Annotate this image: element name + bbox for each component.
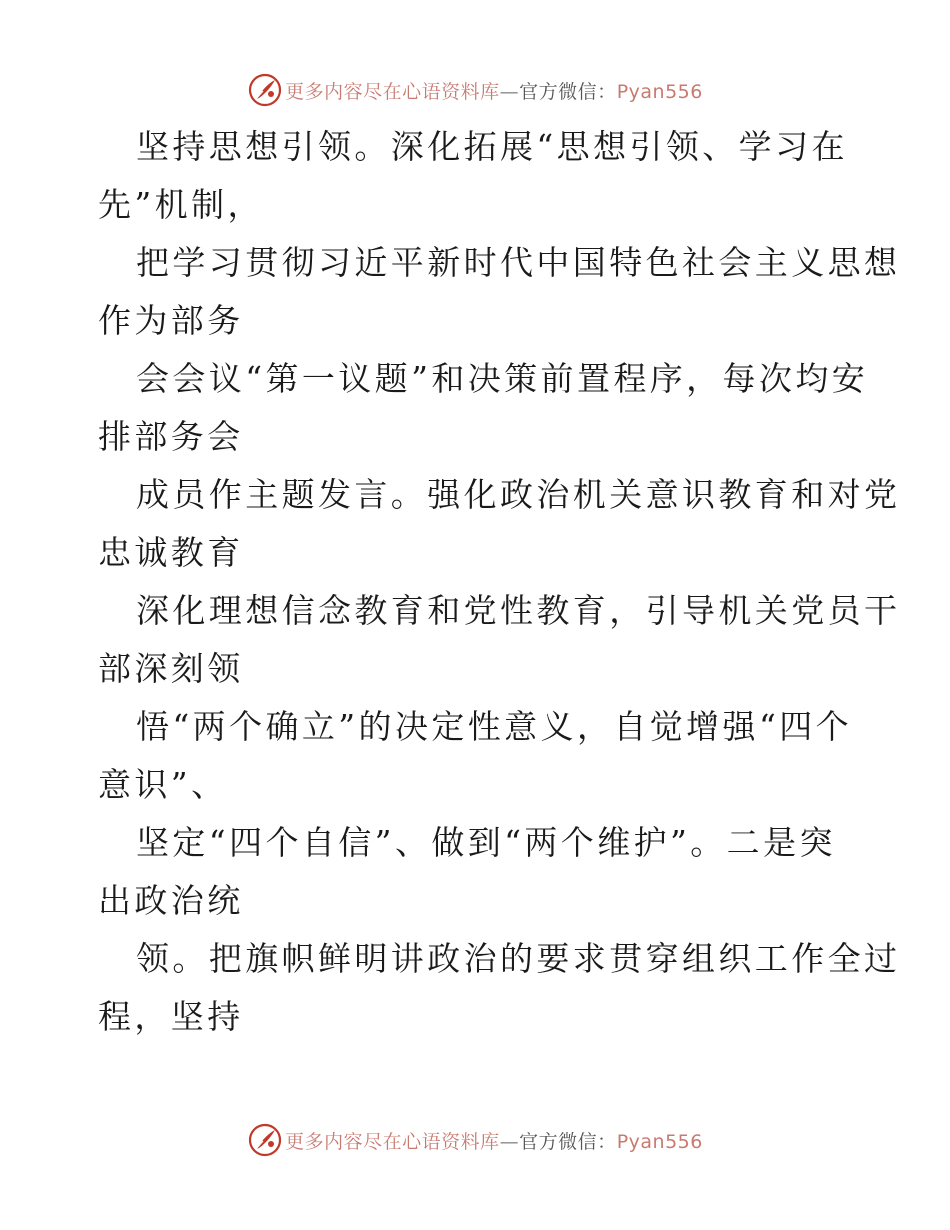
document-body [98,118,901,1046]
paragraph-line: 坚定“四个自信”、做到“两个维护”。二是突 [136,823,836,862]
paragraph-line: 把学习贯彻习近平新时代中国特色社会主义思想 [136,243,901,282]
paragraph [98,466,901,582]
paragraph [98,118,858,234]
footer-banner [0,1120,950,1160]
paragraph [98,698,858,814]
paragraph-line: 程，坚持 [98,997,244,1036]
paragraph-line: 出政治统 [98,881,244,920]
paragraph-line: 部深刻领 [98,649,244,688]
footer-contact-id: Pyan556 [616,1130,703,1153]
paragraph [98,350,869,466]
header-text [285,77,703,104]
paragraph [98,582,901,698]
paragraph [98,234,901,350]
paragraph-line: 会会议“第一议题”和决策前置程序，每次均安 [136,359,869,398]
feather-pen-logo-icon [247,1122,283,1158]
header-contact-id: Pyan556 [616,80,703,103]
paragraph-line: 成员作主题发言。强化政治机关意识教育和对党 [136,475,901,514]
paragraph-line: 排部务会 [98,417,244,456]
paragraph-line: 先”机制， [98,185,264,224]
feather-pen-logo-icon [247,72,283,108]
footer-separator: — [499,1130,520,1153]
paragraph [98,814,858,930]
paragraph-line: 意识”、 [98,765,228,804]
header-contact-label: 官方微信： [519,80,617,103]
paragraph-line: 悟“两个确立”的决定性意义，自觉增强“四个 [136,707,853,746]
footer-site-text: 更多内容尽在心语资料库 [285,1130,500,1153]
footer-text [285,1127,703,1154]
header-separator: — [499,80,520,103]
paragraph-line: 作为部务 [98,301,244,340]
header-site-text: 更多内容尽在心语资料库 [285,80,500,103]
paragraph-line: 忠诚教育 [98,533,244,572]
footer-contact-label: 官方微信： [519,1130,617,1153]
header-banner [0,70,950,110]
paragraph-line: 领。把旗帜鲜明讲政治的要求贯穿组织工作全过 [136,939,901,978]
paragraph-line: 坚持思想引领。深化拓展“思想引领、学习在 [136,127,848,166]
paragraph-line: 深化理想信念教育和党性教育，引导机关党员干 [136,591,901,630]
paragraph [98,930,901,1046]
